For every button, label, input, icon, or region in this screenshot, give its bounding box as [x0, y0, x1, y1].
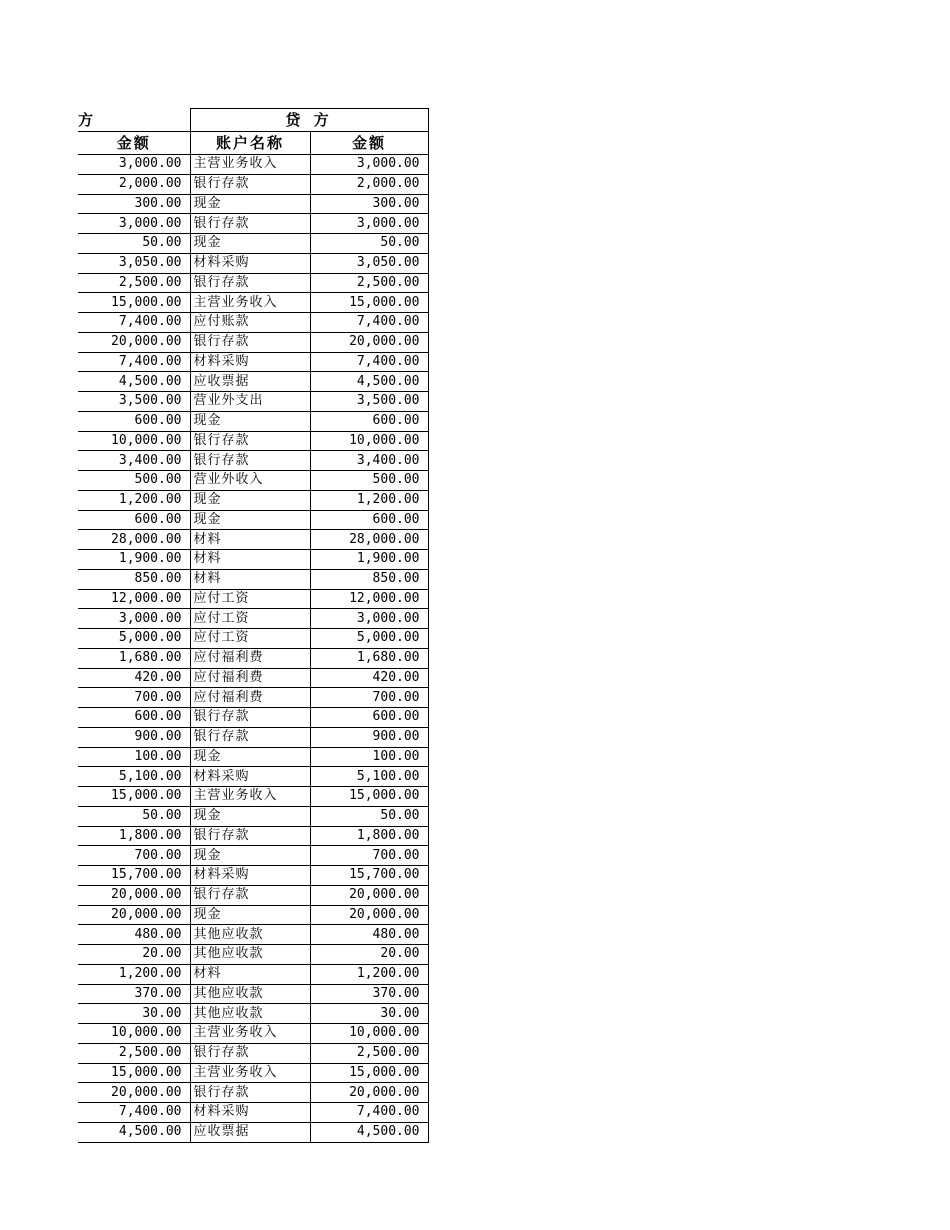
table-row — [78, 234, 428, 254]
account-name-cell: 应收票据 — [190, 372, 310, 392]
debit-amount-cell: 600.00 — [78, 708, 190, 728]
debit-amount-cell: 3,400.00 — [78, 451, 190, 471]
account-name-cell: 材料采购 — [190, 866, 310, 886]
credit-amount-cell: 4,500.00 — [310, 372, 428, 392]
table-row — [78, 530, 428, 550]
account-name-header: 账户名称 — [190, 132, 310, 155]
table-row — [78, 550, 428, 570]
table-row — [78, 1063, 428, 1083]
account-name-cell: 主营业务收入 — [190, 293, 310, 313]
credit-amount-cell: 370.00 — [310, 984, 428, 1004]
table-row — [78, 727, 428, 747]
credit-amount-cell: 1,800.00 — [310, 826, 428, 846]
debit-amount-cell: 12,000.00 — [78, 589, 190, 609]
ledger-body — [78, 155, 428, 1143]
table-row — [78, 451, 428, 471]
table-row — [78, 905, 428, 925]
table-row — [78, 1004, 428, 1024]
credit-amount-cell: 700.00 — [310, 846, 428, 866]
account-name-cell: 现金 — [190, 194, 310, 214]
debit-amount-cell: 4,500.00 — [78, 372, 190, 392]
debit-section-header: 方 — [78, 109, 190, 132]
credit-amount-cell: 12,000.00 — [310, 589, 428, 609]
account-name-cell: 材料采购 — [190, 253, 310, 273]
table-row — [78, 155, 428, 175]
table-row — [78, 629, 428, 649]
debit-amount-cell: 480.00 — [78, 925, 190, 945]
debit-amount-cell: 10,000.00 — [78, 431, 190, 451]
debit-amount-cell: 28,000.00 — [78, 530, 190, 550]
debit-amount-cell: 50.00 — [78, 234, 190, 254]
debit-amount-cell: 370.00 — [78, 984, 190, 1004]
credit-amount-cell: 500.00 — [310, 471, 428, 491]
table-row — [78, 648, 428, 668]
credit-amount-cell: 20,000.00 — [310, 885, 428, 905]
debit-amount-cell: 20,000.00 — [78, 332, 190, 352]
table-row — [78, 510, 428, 530]
credit-amount-header: 金额 — [310, 132, 428, 155]
table-row — [78, 194, 428, 214]
account-name-cell: 银行存款 — [190, 1043, 310, 1063]
debit-amount-header: 金额 — [78, 132, 190, 155]
account-name-cell: 应付福利费 — [190, 648, 310, 668]
table-row — [78, 1083, 428, 1103]
table-row — [78, 708, 428, 728]
account-name-cell: 银行存款 — [190, 451, 310, 471]
debit-amount-cell: 20,000.00 — [78, 905, 190, 925]
table-row — [78, 214, 428, 234]
credit-amount-cell: 600.00 — [310, 510, 428, 530]
credit-amount-cell: 850.00 — [310, 569, 428, 589]
debit-amount-cell: 1,800.00 — [78, 826, 190, 846]
credit-amount-cell: 900.00 — [310, 727, 428, 747]
account-name-cell: 材料 — [190, 569, 310, 589]
account-name-cell: 银行存款 — [190, 708, 310, 728]
credit-amount-cell: 3,000.00 — [310, 155, 428, 175]
account-name-cell: 现金 — [190, 510, 310, 530]
account-name-cell: 主营业务收入 — [190, 1063, 310, 1083]
credit-amount-cell: 1,680.00 — [310, 648, 428, 668]
credit-amount-cell: 1,900.00 — [310, 550, 428, 570]
debit-amount-cell: 20,000.00 — [78, 1083, 190, 1103]
credit-amount-cell: 15,000.00 — [310, 1063, 428, 1083]
debit-amount-cell: 30.00 — [78, 1004, 190, 1024]
credit-amount-cell: 50.00 — [310, 234, 428, 254]
account-name-cell: 银行存款 — [190, 826, 310, 846]
account-name-cell: 应收票据 — [190, 1122, 310, 1142]
account-name-cell: 应付工资 — [190, 589, 310, 609]
credit-amount-cell: 1,200.00 — [310, 964, 428, 984]
credit-amount-cell: 28,000.00 — [310, 530, 428, 550]
credit-amount-cell: 3,050.00 — [310, 253, 428, 273]
credit-amount-cell: 10,000.00 — [310, 1024, 428, 1044]
table-row — [78, 589, 428, 609]
table-row — [78, 253, 428, 273]
table-row — [78, 747, 428, 767]
credit-amount-cell: 15,700.00 — [310, 866, 428, 886]
table-row — [78, 1043, 428, 1063]
account-name-cell: 现金 — [190, 411, 310, 431]
credit-amount-cell: 100.00 — [310, 747, 428, 767]
account-name-cell: 银行存款 — [190, 174, 310, 194]
account-name-cell: 现金 — [190, 234, 310, 254]
table-row — [78, 332, 428, 352]
credit-amount-cell: 5,100.00 — [310, 767, 428, 787]
debit-amount-cell: 5,000.00 — [78, 629, 190, 649]
debit-amount-cell: 15,000.00 — [78, 293, 190, 313]
account-name-cell: 材料采购 — [190, 352, 310, 372]
table-row — [78, 609, 428, 629]
credit-amount-cell: 700.00 — [310, 688, 428, 708]
account-name-cell: 应付福利费 — [190, 668, 310, 688]
account-name-cell: 其他应收款 — [190, 1004, 310, 1024]
table-row — [78, 174, 428, 194]
account-name-cell: 现金 — [190, 846, 310, 866]
account-name-cell: 银行存款 — [190, 431, 310, 451]
debit-amount-cell: 3,500.00 — [78, 392, 190, 412]
credit-amount-cell: 2,500.00 — [310, 1043, 428, 1063]
table-row — [78, 1103, 428, 1123]
credit-amount-cell: 480.00 — [310, 925, 428, 945]
debit-amount-cell: 20,000.00 — [78, 885, 190, 905]
debit-amount-cell: 300.00 — [78, 194, 190, 214]
debit-amount-cell: 15,000.00 — [78, 787, 190, 807]
debit-amount-cell: 100.00 — [78, 747, 190, 767]
table-row — [78, 313, 428, 333]
account-name-cell: 材料采购 — [190, 767, 310, 787]
credit-amount-cell: 2,000.00 — [310, 174, 428, 194]
account-name-cell: 其他应收款 — [190, 925, 310, 945]
credit-amount-cell: 2,500.00 — [310, 273, 428, 293]
table-row — [78, 1024, 428, 1044]
header-row-sections — [78, 109, 428, 132]
debit-amount-cell: 15,000.00 — [78, 1063, 190, 1083]
credit-amount-cell: 3,000.00 — [310, 609, 428, 629]
table-row — [78, 866, 428, 886]
debit-amount-cell: 600.00 — [78, 510, 190, 530]
debit-amount-cell: 10,000.00 — [78, 1024, 190, 1044]
credit-amount-cell: 1,200.00 — [310, 490, 428, 510]
credit-amount-cell: 7,400.00 — [310, 1103, 428, 1123]
account-name-cell: 营业外支出 — [190, 392, 310, 412]
account-name-cell: 材料采购 — [190, 1103, 310, 1123]
debit-amount-cell: 2,000.00 — [78, 174, 190, 194]
account-name-cell: 主营业务收入 — [190, 155, 310, 175]
account-name-cell: 现金 — [190, 806, 310, 826]
credit-amount-cell: 20,000.00 — [310, 332, 428, 352]
debit-amount-cell: 50.00 — [78, 806, 190, 826]
credit-amount-cell: 20,000.00 — [310, 905, 428, 925]
table-row — [78, 490, 428, 510]
table-row — [78, 787, 428, 807]
table-row — [78, 826, 428, 846]
credit-amount-cell: 50.00 — [310, 806, 428, 826]
account-name-cell: 现金 — [190, 747, 310, 767]
table-row — [78, 925, 428, 945]
account-name-cell: 应付工资 — [190, 629, 310, 649]
debit-amount-cell: 600.00 — [78, 411, 190, 431]
account-name-cell: 应付工资 — [190, 609, 310, 629]
account-name-cell: 现金 — [190, 490, 310, 510]
credit-amount-cell: 7,400.00 — [310, 352, 428, 372]
table-row — [78, 431, 428, 451]
account-name-cell: 主营业务收入 — [190, 1024, 310, 1044]
credit-amount-cell: 15,000.00 — [310, 787, 428, 807]
debit-amount-cell: 5,100.00 — [78, 767, 190, 787]
table-row — [78, 352, 428, 372]
debit-amount-cell: 1,900.00 — [78, 550, 190, 570]
account-name-cell: 银行存款 — [190, 332, 310, 352]
account-name-cell: 材料 — [190, 530, 310, 550]
debit-amount-cell: 1,680.00 — [78, 648, 190, 668]
account-name-cell: 材料 — [190, 550, 310, 570]
account-name-cell: 营业外收入 — [190, 471, 310, 491]
debit-amount-cell: 3,000.00 — [78, 155, 190, 175]
debit-amount-cell: 7,400.00 — [78, 313, 190, 333]
table-row — [78, 1122, 428, 1142]
debit-amount-cell: 700.00 — [78, 846, 190, 866]
credit-amount-cell: 20,000.00 — [310, 1083, 428, 1103]
table-row — [78, 273, 428, 293]
credit-amount-cell: 600.00 — [310, 708, 428, 728]
credit-amount-cell: 420.00 — [310, 668, 428, 688]
credit-amount-cell: 3,500.00 — [310, 392, 428, 412]
debit-amount-cell: 1,200.00 — [78, 964, 190, 984]
credit-amount-cell: 30.00 — [310, 1004, 428, 1024]
credit-section-header: 贷 方 — [190, 109, 428, 132]
header-row-columns — [78, 132, 428, 155]
account-name-cell: 银行存款 — [190, 1083, 310, 1103]
table-row — [78, 668, 428, 688]
debit-amount-cell: 4,500.00 — [78, 1122, 190, 1142]
table-row — [78, 885, 428, 905]
table-row — [78, 984, 428, 1004]
table-row — [78, 767, 428, 787]
debit-amount-cell: 7,400.00 — [78, 352, 190, 372]
credit-amount-cell: 3,000.00 — [310, 214, 428, 234]
credit-amount-cell: 20.00 — [310, 945, 428, 965]
account-name-cell: 应付福利费 — [190, 688, 310, 708]
account-name-cell: 应付账款 — [190, 313, 310, 333]
credit-amount-cell: 5,000.00 — [310, 629, 428, 649]
credit-amount-cell: 3,400.00 — [310, 451, 428, 471]
table-row — [78, 392, 428, 412]
account-name-cell: 其他应收款 — [190, 945, 310, 965]
account-name-cell: 材料 — [190, 964, 310, 984]
debit-amount-cell: 7,400.00 — [78, 1103, 190, 1123]
table-row — [78, 569, 428, 589]
debit-amount-cell: 2,500.00 — [78, 1043, 190, 1063]
account-name-cell: 其他应收款 — [190, 984, 310, 1004]
table-row — [78, 688, 428, 708]
table-row — [78, 293, 428, 313]
credit-amount-cell: 600.00 — [310, 411, 428, 431]
ledger-table — [78, 108, 429, 1143]
account-name-cell: 银行存款 — [190, 214, 310, 234]
table-row — [78, 945, 428, 965]
debit-amount-cell: 20.00 — [78, 945, 190, 965]
table-row — [78, 471, 428, 491]
account-name-cell: 银行存款 — [190, 727, 310, 747]
debit-amount-cell: 2,500.00 — [78, 273, 190, 293]
debit-amount-cell: 3,000.00 — [78, 214, 190, 234]
ledger-sheet — [78, 108, 428, 1143]
table-row — [78, 372, 428, 392]
credit-amount-cell: 10,000.00 — [310, 431, 428, 451]
account-name-cell: 现金 — [190, 905, 310, 925]
debit-amount-cell: 420.00 — [78, 668, 190, 688]
debit-amount-cell: 500.00 — [78, 471, 190, 491]
table-row — [78, 806, 428, 826]
table-row — [78, 411, 428, 431]
debit-amount-cell: 850.00 — [78, 569, 190, 589]
credit-amount-cell: 7,400.00 — [310, 313, 428, 333]
debit-amount-cell: 1,200.00 — [78, 490, 190, 510]
debit-amount-cell: 700.00 — [78, 688, 190, 708]
debit-amount-cell: 3,000.00 — [78, 609, 190, 629]
account-name-cell: 主营业务收入 — [190, 787, 310, 807]
debit-amount-cell: 900.00 — [78, 727, 190, 747]
table-row — [78, 846, 428, 866]
account-name-cell: 银行存款 — [190, 273, 310, 293]
debit-amount-cell: 3,050.00 — [78, 253, 190, 273]
credit-amount-cell: 4,500.00 — [310, 1122, 428, 1142]
table-row — [78, 964, 428, 984]
credit-amount-cell: 15,000.00 — [310, 293, 428, 313]
debit-amount-cell: 15,700.00 — [78, 866, 190, 886]
credit-amount-cell: 300.00 — [310, 194, 428, 214]
account-name-cell: 银行存款 — [190, 885, 310, 905]
